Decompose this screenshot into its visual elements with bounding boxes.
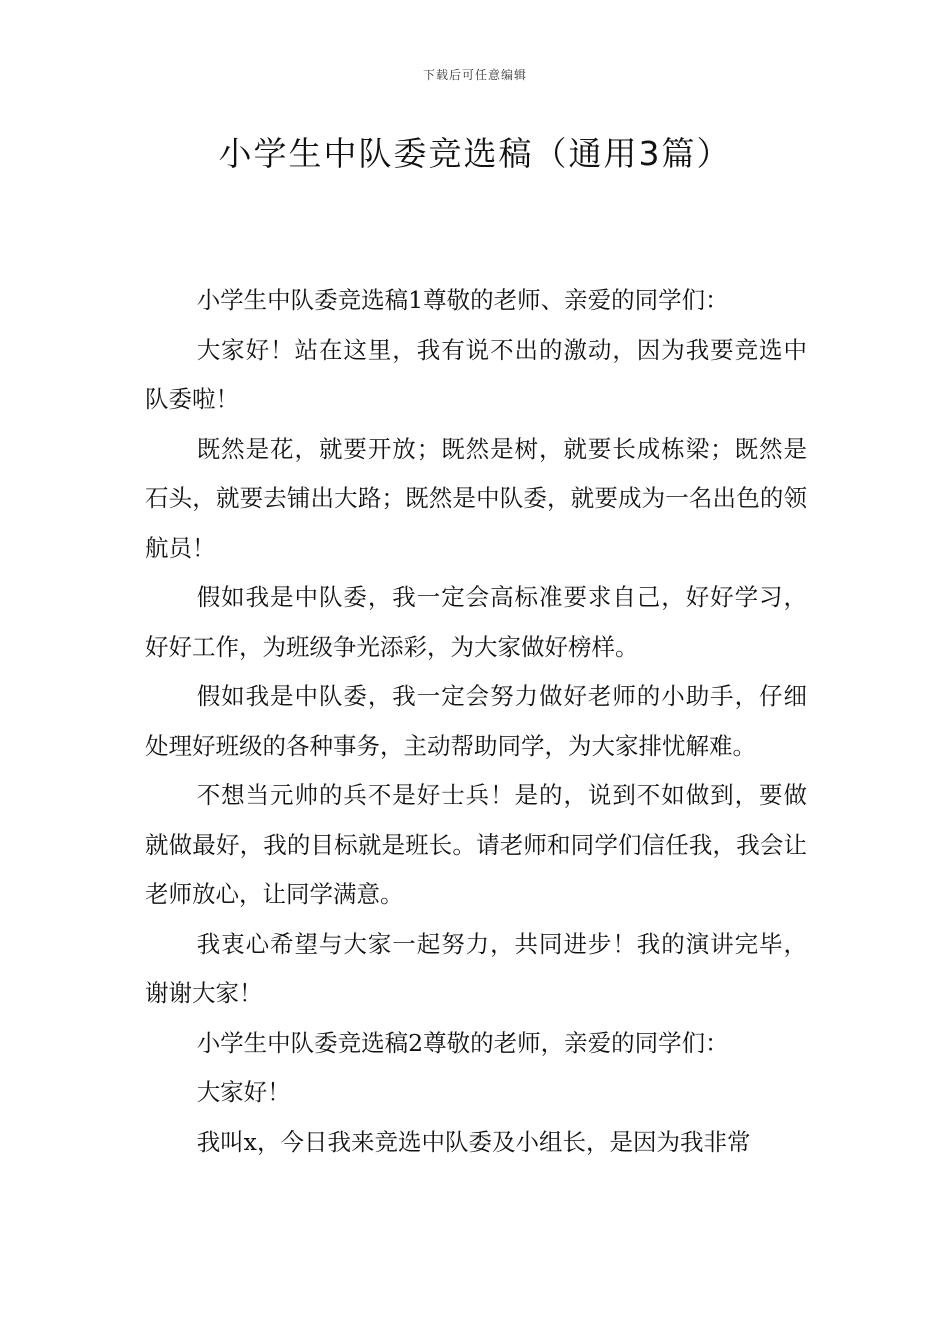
paragraph: 假如我是中队委，我一定会努力做好老师的小助手，仔细处理好班级的各种事务，主动帮助同学，为大家排忧解难。 <box>145 682 807 760</box>
document-title: 小学生中队委竞选稿（通用3篇） <box>218 134 732 173</box>
header-note: 下载后可任意编辑 <box>422 68 527 82</box>
paragraph: 小学生中队委竞选稿1尊敬的老师、亲爱的同学们： <box>196 286 729 314</box>
paragraph: 大家好！站在这里，我有说不出的激动，因为我要竞选中队委啦！ <box>145 335 807 413</box>
paragraph: 假如我是中队委，我一定会高标准要求自己，好好学习，好好工作，为班级争光添彩，为大家做好榜样。 <box>145 583 807 661</box>
document-body <box>145 276 807 1167</box>
paragraph: 大家好！ <box>196 1078 291 1106</box>
paragraph: 既然是花，就要开放；既然是树，就要长成栋梁；既然是石头，就要去铺出大路；既然是中队委，就要成为一名出色的领航员！ <box>145 434 807 562</box>
paragraph: 不想当元帅的兵不是好士兵！是的，说到不如做到，要做就做最好，我的目标就是班长。请老师和同学们信任我，我会让老师放心，让同学满意。 <box>145 781 807 908</box>
paragraph: 我叫x，今日我来竞选中队委及小组长，是因为我非常 <box>196 1127 751 1156</box>
paragraph: 小学生中队委竞选稿2尊敬的老师，亲爱的同学们： <box>196 1028 729 1057</box>
paragraph: 我衷心希望与大家一起努力，共同进步！我的演讲完毕，谢谢大家！ <box>145 929 807 1007</box>
